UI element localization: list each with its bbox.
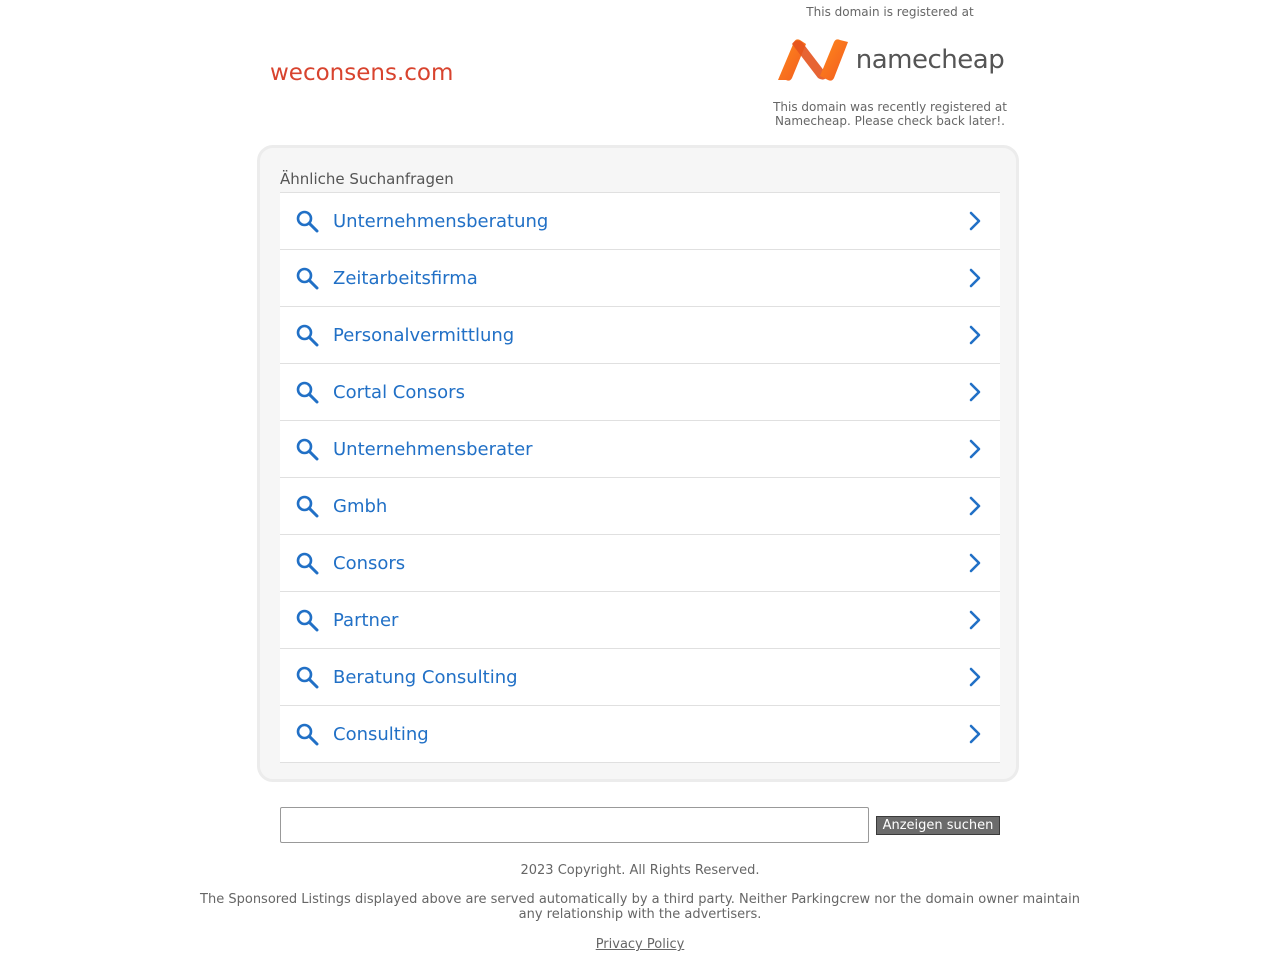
footer <box>0 862 1280 953</box>
search-icon <box>295 665 319 689</box>
search-icon <box>295 266 319 290</box>
related-search-item[interactable] <box>280 193 1000 250</box>
related-search-item[interactable] <box>280 706 1000 763</box>
namecheap-logo[interactable] <box>760 32 1020 88</box>
chevron-right-icon <box>968 438 982 460</box>
related-search-label: Zeitarbeitsfirma <box>333 267 478 289</box>
registrar-panel <box>760 4 1020 128</box>
privacy-policy-link[interactable]: Privacy Policy <box>595 937 685 952</box>
search-icon <box>295 722 319 746</box>
related-search-item[interactable] <box>280 592 1000 649</box>
related-search-label: Consulting <box>333 723 429 745</box>
search-bar <box>280 807 1000 843</box>
related-searches-title: Ähnliche Suchanfragen <box>280 170 454 188</box>
related-search-item[interactable] <box>280 364 1000 421</box>
chevron-right-icon <box>968 495 982 517</box>
related-search-label: Cortal Consors <box>333 381 465 403</box>
domain-title: weconsens.com <box>270 60 454 86</box>
search-icon <box>295 494 319 518</box>
related-search-item[interactable] <box>280 421 1000 478</box>
search-icon <box>295 209 319 233</box>
related-search-item[interactable] <box>280 535 1000 592</box>
namecheap-wordmark: namecheap <box>855 45 1005 75</box>
registrar-intro: This domain is registered at <box>806 5 974 19</box>
search-icon <box>295 380 319 404</box>
related-search-item[interactable] <box>280 478 1000 535</box>
chevron-right-icon <box>968 324 982 346</box>
related-search-label: Beratung Consulting <box>333 666 518 688</box>
copyright-text: 2023 Copyright. All Rights Reserved. <box>520 863 760 878</box>
chevron-right-icon <box>968 267 982 289</box>
namecheap-mark-icon <box>776 38 850 82</box>
related-search-label: Personalvermittlung <box>333 324 515 346</box>
registrar-notice: This domain was recently registered at Namecheap. Please check back later!. <box>773 100 1007 128</box>
chevron-right-icon <box>968 609 982 631</box>
search-input[interactable] <box>280 807 869 843</box>
chevron-right-icon <box>968 666 982 688</box>
search-button[interactable]: Anzeigen suchen <box>876 816 1000 835</box>
search-icon <box>295 551 319 575</box>
search-icon <box>295 437 319 461</box>
related-search-label: Partner <box>333 609 399 631</box>
related-search-label: Unternehmensberater <box>333 438 533 460</box>
related-search-label: Consors <box>333 552 406 574</box>
chevron-right-icon <box>968 552 982 574</box>
search-icon <box>295 608 319 632</box>
related-search-item[interactable] <box>280 649 1000 706</box>
related-searches-list <box>280 192 1000 763</box>
search-icon <box>295 323 319 347</box>
related-searches-box <box>257 145 1019 782</box>
chevron-right-icon <box>968 723 982 745</box>
chevron-right-icon <box>968 381 982 403</box>
related-search-label: Unternehmensberatung <box>333 210 549 232</box>
chevron-right-icon <box>968 210 982 232</box>
related-search-item[interactable] <box>280 250 1000 307</box>
related-search-item[interactable] <box>280 307 1000 364</box>
related-search-label: Gmbh <box>333 495 388 517</box>
disclaimer-text: The Sponsored Listings displayed above are served automatically by a third party. Neither Parkingcrew nor the domain owner maintain any relationship with the advertisers. <box>200 892 1080 922</box>
